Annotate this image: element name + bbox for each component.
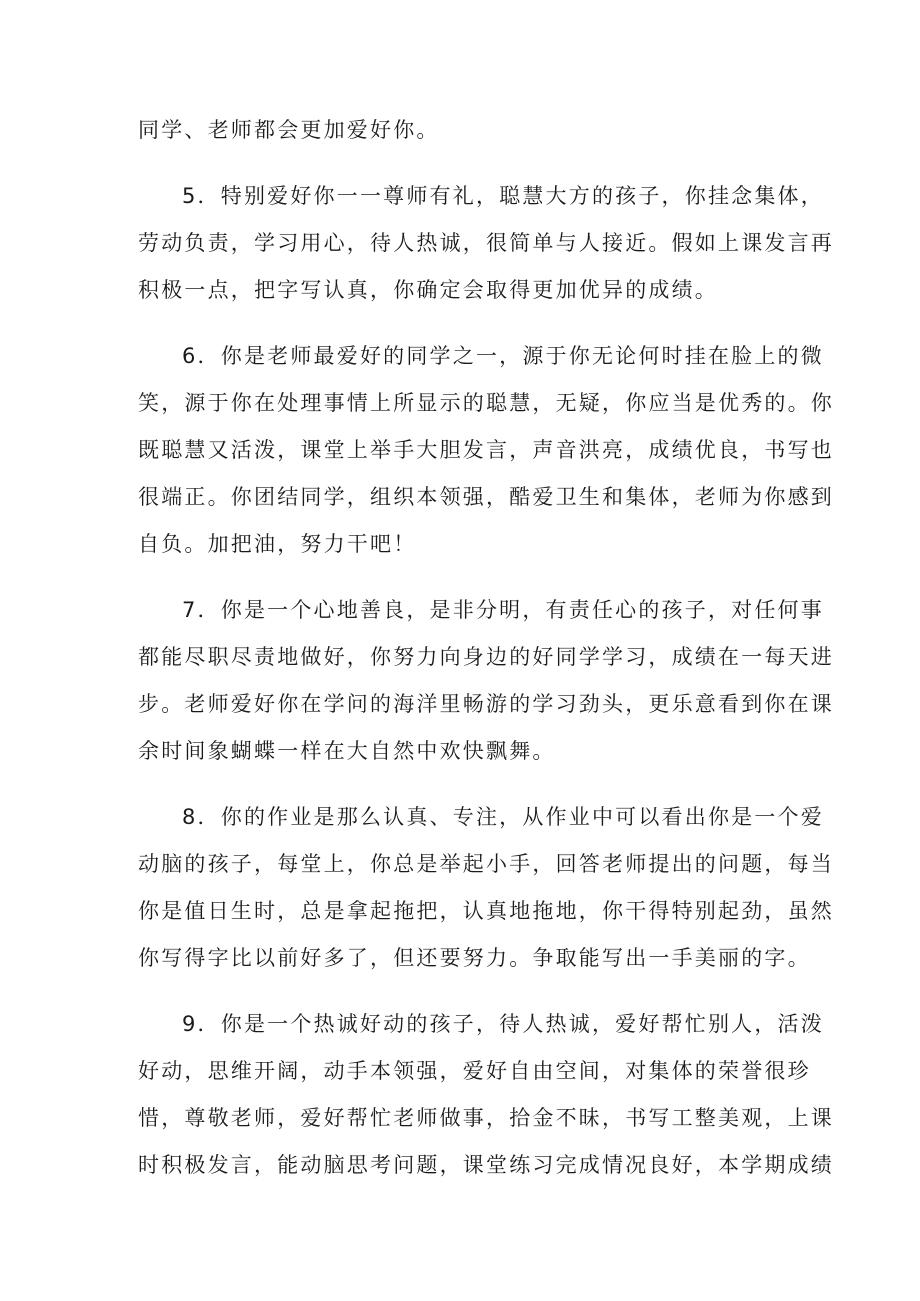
text-line: 积极一点，把字写认真，你确定会取得更加优异的成绩。	[138, 278, 718, 302]
text-line: 笑，源于你在处理事情上所显示的聪慧，无疑，你应当是优秀的。你	[138, 391, 834, 415]
text-line: 5．特别爱好你一一尊师有礼，聪慧大方的孩子，你挂念集体，	[182, 184, 824, 208]
paragraph-item-9	[138, 1001, 834, 1189]
text-line: 你写得字比以前好多了，但还要努力。争取能写出一手美丽的字。	[138, 946, 811, 970]
text-line: 动脑的孩子，每堂上，你总是举起小手，回答老师提出的问题，每当	[138, 852, 834, 876]
text-line: 自负。加把油，努力干吧！	[138, 532, 417, 556]
text-line: 惜，尊敬老师，爱好帮忙老师做事，拾金不昧，书写工整美观，上课	[138, 1106, 834, 1130]
paragraph-continuation	[138, 107, 790, 154]
text-line: 很端正。你团结同学，组织本领强，酷爱卫生和集体，老师为你感到	[138, 485, 834, 509]
paragraph-item-7	[138, 587, 834, 775]
text-line: 步。老师爱好你在学问的海洋里畅游的学习劲头，更乐意看到你在课	[138, 692, 834, 716]
text-line: 9．你是一个热诚好动的孩子，待人热诚，爱好帮忙别人，活泼	[182, 1012, 824, 1036]
paragraph-item-5	[138, 173, 834, 314]
text-line: 同学、老师都会更加爱好你。	[138, 118, 440, 142]
text-line: 8．你的作业是那么认真、专注，从作业中可以看出你是一个爱	[182, 805, 824, 829]
paragraph-item-8	[138, 794, 834, 982]
paragraph-item-6	[138, 333, 834, 568]
text-line: 好动，思维开阔，动手本领强，爱好自由空间，对集体的荣誉很珍	[138, 1059, 811, 1083]
text-line: 既聪慧又活泼，课堂上举手大胆发言，声音洪亮，成绩优良，书写也	[138, 438, 834, 462]
text-line: 6．你是老师最爱好的同学之一，源于你无论何时挂在脸上的微	[182, 344, 824, 368]
text-line: 劳动负责，学习用心，待人热诚，很简单与人接近。假如上课发言再	[138, 231, 834, 255]
document-body	[138, 107, 834, 1189]
text-line: 你是值日生时，总是拿起拖把，认真地拖地，你干得特别起劲，虽然	[138, 899, 834, 923]
text-line: 余时间象蝴蝶一样在大自然中欢快飘舞。	[138, 739, 556, 763]
text-line: 7．你是一个心地善良，是非分明，有责任心的孩子，对任何事	[182, 598, 824, 622]
text-line: 时积极发言，能动脑思考问题，课堂练习完成情况良好，本学期成绩	[138, 1153, 834, 1177]
text-line: 都能尽职尽责地做好，你努力向身边的好同学学习，成绩在一每天进	[138, 645, 834, 669]
